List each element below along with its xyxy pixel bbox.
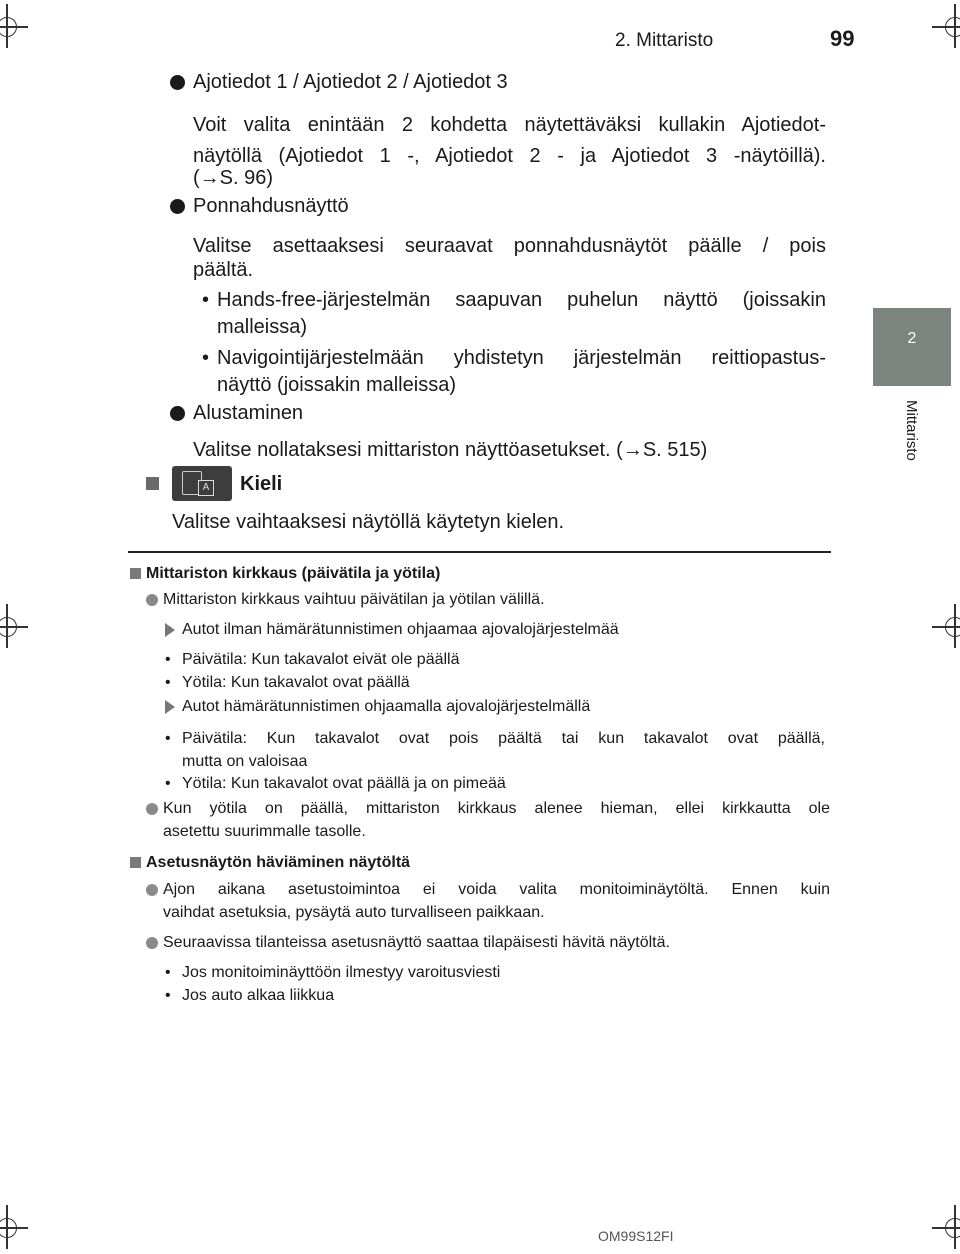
paragraph-line: Hands-free-järjestelmän saapuvan puhelun näyttö (joissakin: [217, 289, 826, 311]
paragraph-line: Valitse asettaaksesi seuraavat ponnahdusnäytöt päälle / pois: [193, 235, 826, 257]
language-setting-icon: A: [172, 466, 232, 501]
section-divider: [128, 551, 831, 553]
chapter-number: 2: [907, 330, 917, 347]
note-line: Autot hämärätunnistimen ohjaamalla ajovalojärjestelmällä: [182, 698, 591, 715]
dash-bullet: •: [165, 674, 171, 691]
crop-mark-top-left: [0, 12, 22, 42]
footer-watermark: OM99S12FI: [598, 1228, 674, 1244]
crop-mark-mid-right: [940, 612, 960, 642]
crop-mark-mid-left: [0, 612, 22, 642]
paragraph-line: päältä.: [193, 259, 254, 281]
note-line: Kun yötila on päällä, mittariston kirkkaus alenee hieman, ellei kirkkautta ole: [163, 800, 830, 817]
dot-bullet-icon: [146, 803, 158, 815]
square-bullet-icon: [130, 568, 141, 579]
note-line: Autot ilman hämärätunnistimen ohjaamaa ajovalojärjestelmää: [182, 621, 619, 638]
paragraph-line: Valitse vaihtaaksesi näytöllä käytetyn kielen.: [172, 511, 565, 533]
page-number: 99: [830, 26, 855, 51]
bullet-dot-icon: [170, 199, 185, 214]
dash-bullet: •: [165, 775, 171, 792]
dash-bullet: •: [165, 730, 171, 747]
note-line: Päivätila: Kun takavalot ovat pois päältä tai kun takavalot ovat päällä,: [182, 730, 825, 747]
note-line: Seuraavissa tilanteissa asetusnäyttö saattaa tilapäisesti hävitä näytöltä.: [163, 934, 670, 951]
section-title: 2. Mittaristo: [615, 30, 714, 51]
note-line: Jos monitoiminäyttöön ilmestyy varoitusviesti: [182, 964, 501, 981]
paragraph-line: näytöllä (Ajotiedot 1 -, Ajotiedot 2 - ja Ajotiedot 3 -näytöillä).: [193, 145, 826, 167]
note-heading: Asetusnäytön häviäminen näytöltä: [146, 854, 411, 871]
note-line: vaihdat asetuksia, pysäytä auto turvalliseen paikkaan.: [163, 904, 545, 921]
bullet-dot-icon: [170, 406, 185, 421]
item-title: Kieli: [240, 473, 283, 495]
dot-bullet-icon: [146, 594, 158, 606]
paragraph-line: näyttö (joissakin malleissa): [217, 374, 456, 396]
dash-bullet: •: [165, 987, 171, 1004]
paragraph-line: malleissa): [217, 316, 308, 338]
item-title: Alustaminen: [193, 402, 304, 424]
note-line: Päivätila: Kun takavalot eivät ole päällä: [182, 651, 460, 668]
crop-mark-bottom-right: [940, 1213, 960, 1243]
item-title: Ajotiedot 1 / Ajotiedot 2 / Ajotiedot 3: [193, 71, 508, 93]
note-heading: Mittariston kirkkaus (päivätila ja yötila): [146, 565, 441, 582]
square-bullet-icon: [130, 857, 141, 868]
item-title: Ponnahdusnäyttö: [193, 195, 349, 217]
dot-bullet-icon: [146, 937, 158, 949]
note-line: mutta on valoisaa: [182, 753, 308, 770]
chapter-tab: [873, 308, 951, 386]
note-line: Mittariston kirkkaus vaihtuu päivätilan ja yötilan välillä.: [163, 591, 545, 608]
paragraph-line: Navigointijärjestelmään yhdistetyn järjestelmän reittiopastus-: [217, 347, 826, 369]
bullet-dot-icon: [170, 75, 185, 90]
note-line: Jos auto alkaa liikkua: [182, 987, 335, 1004]
note-line: Yötila: Kun takavalot ovat päällä ja on pimeää: [182, 775, 506, 792]
dash-bullet: •: [165, 964, 171, 981]
sub-bullet: •: [202, 289, 210, 311]
square-bullet-icon: [146, 477, 159, 490]
note-line: Ajon aikana asetustoimintoa ei voida valita monitoiminäytöltä. Ennen kuin: [163, 881, 830, 898]
sub-bullet: •: [202, 347, 210, 369]
crop-mark-bottom-left: [0, 1213, 22, 1243]
dot-bullet-icon: [146, 884, 158, 896]
paragraph-line: Voit valita enintään 2 kohdetta näytettäväksi kullakin Ajotiedot-: [193, 114, 826, 136]
triangle-bullet-icon: [165, 623, 175, 637]
crop-mark-top-right: [940, 12, 960, 42]
triangle-bullet-icon: [165, 700, 175, 714]
page-reference: (→S. 96): [193, 167, 274, 189]
note-line: Yötila: Kun takavalot ovat päällä: [182, 674, 410, 691]
note-line: asetettu suurimmalle tasolle.: [163, 823, 366, 840]
paragraph-line: Valitse nollataksesi mittariston näyttöasetukset. (→S. 515): [193, 439, 708, 461]
dash-bullet: •: [165, 651, 171, 668]
chapter-label: Mittaristo: [903, 400, 920, 461]
